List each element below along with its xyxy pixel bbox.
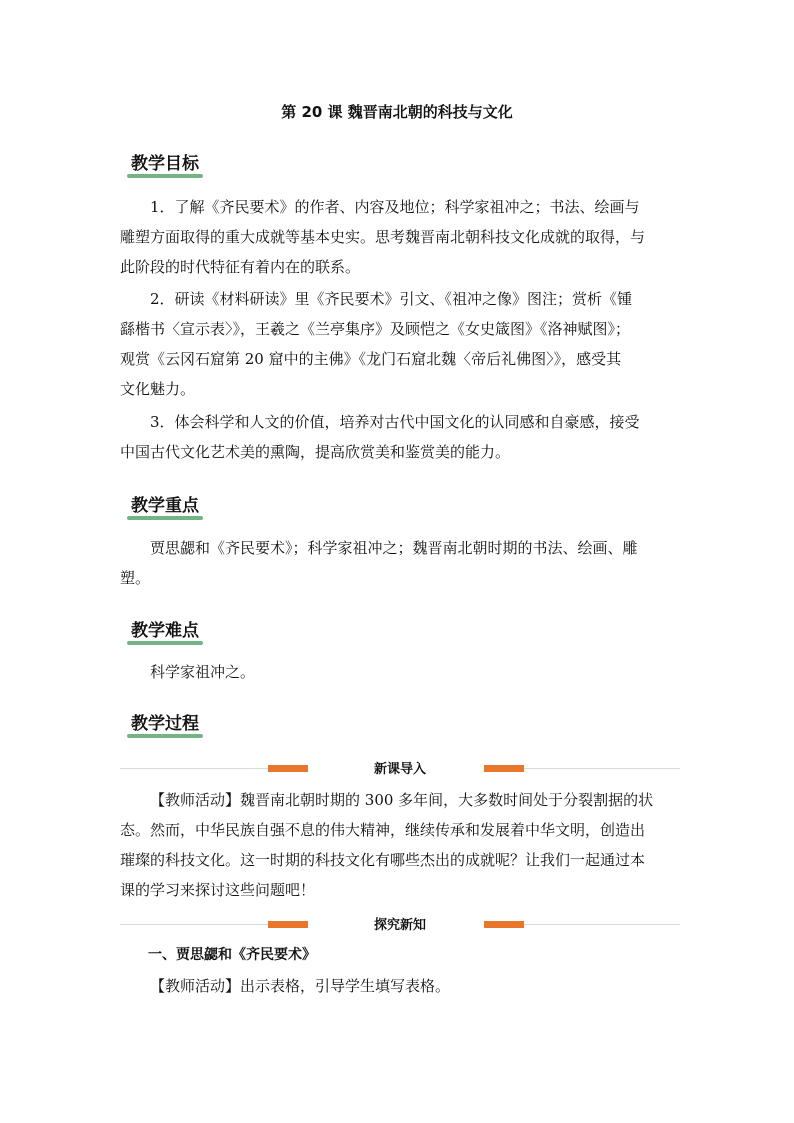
section-heading-objectives: [131, 152, 199, 176]
heading-underline: [127, 641, 203, 645]
section-heading-difficulties: [131, 619, 199, 643]
divider-label: 探究新知: [373, 918, 426, 933]
divider-bar-right: [484, 765, 524, 772]
heading-text: 教学过程: [131, 714, 199, 734]
section-heading-process: [131, 712, 199, 736]
divider-bar-right: [484, 921, 524, 928]
section-heading-key-points: [131, 494, 199, 518]
divider-label: 新课导入: [373, 762, 426, 777]
heading-underline: [127, 734, 203, 738]
key-points-paragraph: 贾思勰和《齐民要术》；科学家祖冲之；魏晋南北朝时期的书法、绘画、雕 塑。: [120, 539, 638, 587]
objective-paragraph-1: 1．了解《齐民要术》的作者、内容及地位；科学家祖冲之；书法、绘画与 雕塑方面取得的重大成就等基本史实。思考魏晋南北朝科技文化成就的取得，与 此阶段的时代特征有着内在的联系。: [120, 198, 646, 276]
lesson-title: 第 20 课 魏晋南北朝的科技与文化: [281, 103, 513, 121]
heading-text: 教学目标: [131, 154, 199, 174]
subsection-heading-jia-sixie: 一、贾思勰和《齐民要术》: [148, 947, 316, 963]
section-divider-intro: [120, 760, 680, 776]
section-divider-explore: [120, 916, 680, 932]
heading-text: 教学难点: [131, 621, 199, 641]
divider-line-right: [524, 924, 680, 925]
heading-text: 教学重点: [131, 496, 199, 516]
heading-underline: [127, 516, 203, 520]
heading-underline: [127, 174, 203, 178]
difficulties-paragraph: 科学家祖冲之。: [150, 663, 256, 681]
objective-paragraph-2: 2．研读《材料研读》里《齐民要术》引文、《祖冲之像》图注；赏析《锺 繇楷书〈宣示表〉》，王羲之《兰亭集序》及顾恺之《女史箴图》《洛神赋图》； 观赏《云冈石窟第 20 窟中的主佛》《龙门石窟北魏〈帝后礼佛图〉》，感受其 文化魅力。: [120, 290, 633, 398]
divider-line-right: [524, 768, 680, 769]
teacher-activity-paragraph: 【教师活动】出示表格，引导学生填写表格。: [150, 977, 451, 995]
intro-paragraph: 【教师活动】魏晋南北朝时期的 300 多年间，大多数时间处于分裂割据的状 态。然而，中华民族自强不息的伟大精神，继续传承和发展着中华文明，创造出 璀璨的科技文化。这一时期的科技文化有哪些杰出的成就呢？让我们一起通过本 课的学习来探讨这些问题吧！: [120, 791, 654, 899]
objective-paragraph-3: 3．体会科学和人文的价值，培养对古代中国文化的认同感和自豪感，接受 中国古代文化艺术美的熏陶，提高欣赏美和鉴赏美的能力。: [120, 413, 640, 461]
